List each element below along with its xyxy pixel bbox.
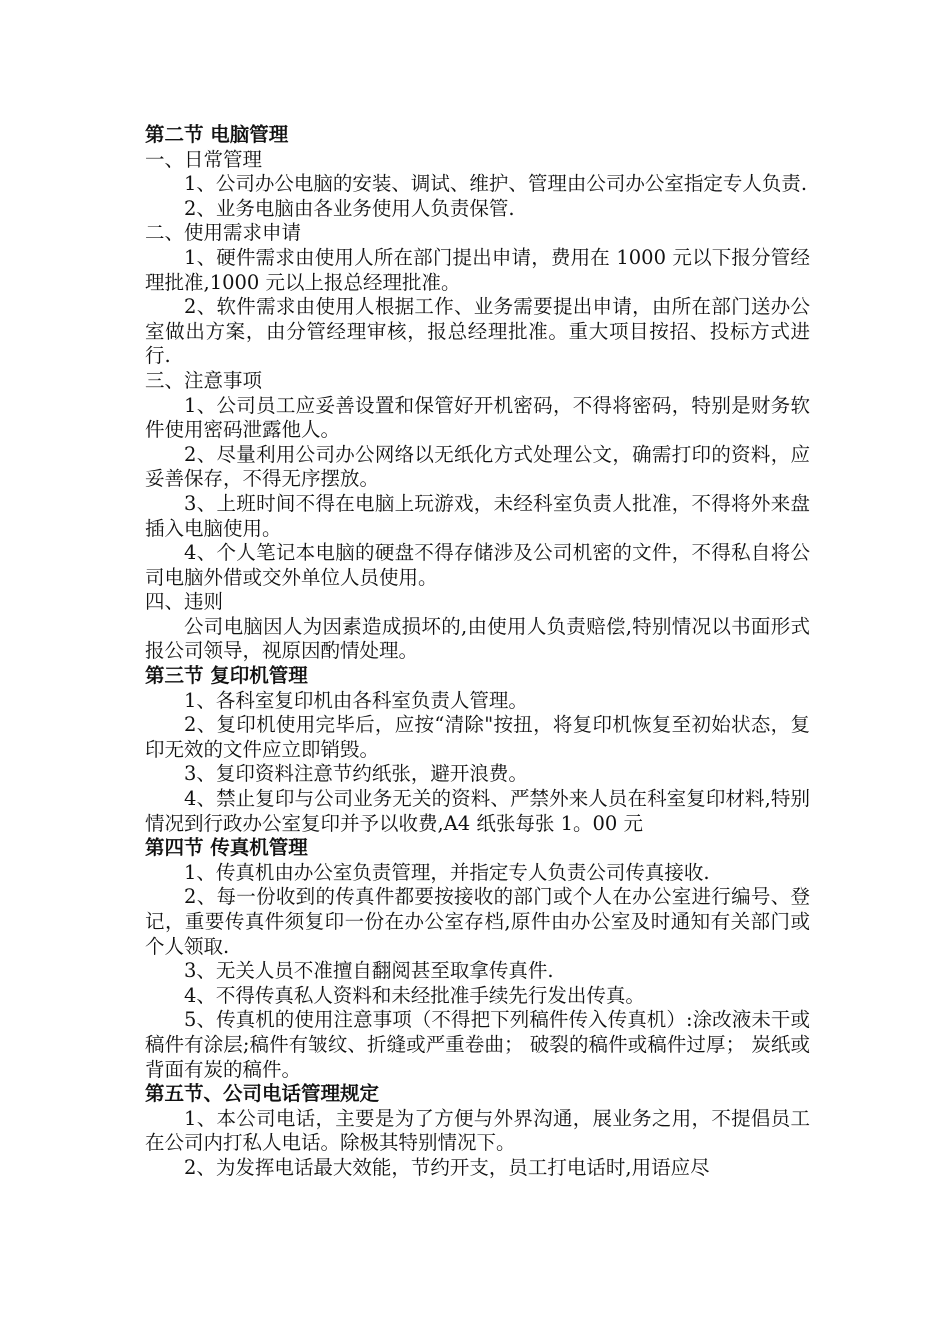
subsection-heading: 二、使用需求申请 <box>145 221 302 245</box>
paragraph: 1、公司员工应妥善设置和保管好开机密码，不得将密码，特别是财务软件使用密码泄露他人。 <box>145 393 810 442</box>
paragraph: 2、软件需求由使用人根据工作、业务需要提出申请，由所在部门送办公室做出方案，由分管经理审核，报总经理批准。重大项目按招、投标方式进行. <box>145 295 810 368</box>
paragraph: 3、复印资料注意节约纸张，避开浪费。 <box>184 762 528 786</box>
paragraph: 1、公司办公电脑的安装、调试、维护、管理由公司办公室指定专人负责. <box>184 172 808 196</box>
paragraph: 1、硬件需求由使用人所在部门提出申请，费用在 1000 元以下报分管经理批准,1000 元以上报总经理批准。 <box>145 245 810 294</box>
section-heading: 第三节 复印机管理 <box>145 664 308 688</box>
paragraph: 1、各科室复印机由各科室负责人管理。 <box>184 688 528 712</box>
section-heading: 第二节 电脑管理 <box>145 123 289 146</box>
paragraph: 2、为发挥电话最大效能，节约开支，员工打电话时,用语应尽 <box>184 1155 710 1179</box>
paragraph: 2、业务电脑由各业务使用人负责保管. <box>184 196 515 220</box>
subsection-heading: 四、违则 <box>145 590 224 614</box>
paragraph: 3、无关人员不准擅自翻阅甚至取拿传真件. <box>184 959 554 983</box>
paragraph: 4、禁止复印与公司业务无关的资料、严禁外来人员在科室复印材料,特别情况到行政办公室复印并予以收费,A4 纸张每张 1。00 元 <box>145 787 810 835</box>
section-heading: 第五节、公司电话管理规定 <box>145 1082 380 1106</box>
paragraph: 2、每一份收到的传真件都要按接收的部门或个人在办公室进行编号、登记，重要传真件须复印一份在办公室存档,原件由办公室及时通知有关部门或个人领取. <box>145 885 810 958</box>
paragraph: 5、传真机的使用注意事项（不得把下列稿件传入传真机）:涂改液未干或稿件有涂层;稿件有皱纹、折缝或严重卷曲； 破裂的稿件或稿件过厚； 炭纸或背面有炭的稿件。 <box>145 1008 810 1081</box>
paragraph: 公司电脑因人为因素造成损坏的,由使用人负责赔偿,特别情况以书面形式报公司领导，视原因酌情处理。 <box>145 614 810 663</box>
document-body <box>145 123 810 1181</box>
section-heading: 第四节 传真机管理 <box>145 836 308 860</box>
paragraph: 3、上班时间不得在电脑上玩游戏，未经科室负责人批准，不得将外来盘插入电脑使用。 <box>145 491 810 540</box>
subsection-heading: 三、注意事项 <box>145 368 263 392</box>
paragraph: 1、传真机由办公室负责管理，并指定专人负责公司传真接收. <box>184 860 710 884</box>
paragraph: 4、不得传真私人资料和未经批准手续先行发出传真。 <box>184 983 645 1007</box>
paragraph: 1、本公司电话，主要是为了方便与外界沟通，展业务之用，不提倡员工在公司内打私人电话。除极其特别情况下。 <box>145 1106 810 1155</box>
paragraph: 2、复印机使用完毕后，应按“清除"按扭，将复印机恢复至初始状态，复印无效的文件应立即销毁。 <box>145 713 810 761</box>
subsection-heading: 一、日常管理 <box>145 147 263 171</box>
paragraph: 4、个人笔记本电脑的硬盘不得存储涉及公司机密的文件，不得私自将公司电脑外借或交外单位人员使用。 <box>145 541 810 589</box>
paragraph: 2、尽量利用公司办公网络以无纸化方式处理公文，确需打印的资料，应妥善保存，不得无序摆放。 <box>145 442 810 491</box>
